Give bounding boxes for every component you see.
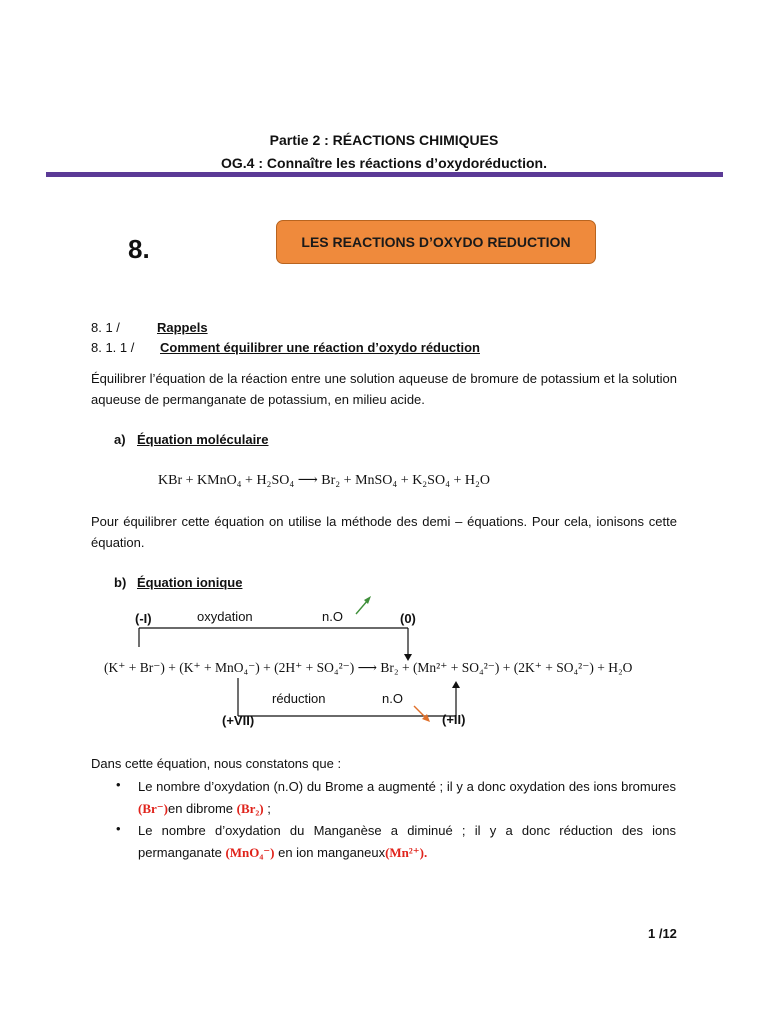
red-left-number: (+VII) bbox=[222, 713, 255, 728]
ox-left-number: (-I) bbox=[135, 611, 152, 626]
part-a-title: Équation moléculaire bbox=[137, 432, 269, 447]
bullet-2-species-manganese: (Mn²⁺ bbox=[385, 845, 420, 860]
chapter-title: LES REACTIONS D’OXYDO REDUCTION bbox=[301, 234, 571, 250]
intro-paragraph: Équilibrer l’équation de la réaction entre une solution aqueuse de bromure de potassium et la solution aqueuse de permanganate de potassium, en milieu acide. bbox=[91, 371, 677, 407]
bullet-dot-1: • bbox=[116, 777, 121, 792]
ox-label: oxydation bbox=[197, 609, 253, 624]
bullet-2-text-c: ). bbox=[419, 845, 428, 860]
part-b-title: Équation ionique bbox=[137, 575, 243, 590]
page-number: 1 /12 bbox=[648, 926, 677, 941]
bullet-1 bbox=[138, 776, 676, 820]
ox-no-label: n.O bbox=[322, 609, 343, 624]
part-a-label: a) bbox=[114, 432, 126, 447]
bullet-1-species-bromide: (Br⁻) bbox=[138, 801, 168, 816]
header-divider bbox=[46, 172, 723, 177]
section-8-1-title: Rappels bbox=[157, 320, 208, 335]
chapter-number: 8. bbox=[128, 234, 150, 264]
header-part: Partie 2 : RÉACTIONS CHIMIQUES bbox=[269, 132, 499, 148]
red-no-label: n.O bbox=[382, 691, 403, 706]
bullet-1-text-c: ; bbox=[263, 801, 271, 816]
section-8-1-1-number: 8. 1. 1 / bbox=[91, 340, 135, 355]
part-b-label: b) bbox=[114, 575, 127, 590]
chapter-title-banner bbox=[276, 220, 596, 264]
red-arrowhead bbox=[452, 681, 460, 688]
red-right-number: (+II) bbox=[442, 712, 466, 727]
header-objective: OG.4 : Connaître les réactions d’oxydoréduction. bbox=[221, 155, 547, 171]
bullet-dot-2: • bbox=[116, 821, 121, 836]
bullet-1-text-a: Le nombre d’oxydation (n.O) du Brome a augmenté ; il y a donc oxydation des ions bromures bbox=[138, 779, 676, 794]
bullet-1-species-dibromine: (Br₂) bbox=[236, 801, 264, 816]
conclusion-intro: Dans cette équation, nous constatons que : bbox=[91, 756, 342, 771]
method-paragraph: Pour équilibrer cette équation on utilise la méthode des demi – équations. Pour cela, ionisons cette équation. bbox=[91, 514, 677, 550]
bullet-1-text-b: en dibrome bbox=[167, 801, 237, 816]
section-8-1-number: 8. 1 / bbox=[91, 320, 120, 335]
bullet-2-text-a: Le nombre d’oxydation du Manganèse a diminué ; il y a donc réduction des ions permanganate bbox=[138, 823, 676, 860]
ox-right-number: (0) bbox=[400, 611, 416, 626]
bullet-2-text-b: en ion manganeux bbox=[274, 845, 386, 860]
ionic-equation: (K⁺ + Br⁻) + (K⁺ + MnO₄⁻) + (2H⁺ + SO₄²⁻) ⟶ Br₂ + (Mn²⁺ + SO₄²⁻) + (2K⁺ + SO₄²⁻) + H₂O bbox=[104, 660, 633, 675]
bullet-2-species-permanganate: (MnO₄⁻) bbox=[225, 845, 275, 860]
red-label: réduction bbox=[272, 691, 326, 706]
bullet-2 bbox=[138, 820, 676, 864]
molecular-equation: KBr + KMnO₄ + H₂SO₄ ⟶ Br₂ + MnSO₄ + K₂SO₄ + H₂O bbox=[158, 473, 490, 488]
section-8-1-1-title: Comment équilibrer une réaction d’oxydo réduction bbox=[160, 340, 480, 355]
